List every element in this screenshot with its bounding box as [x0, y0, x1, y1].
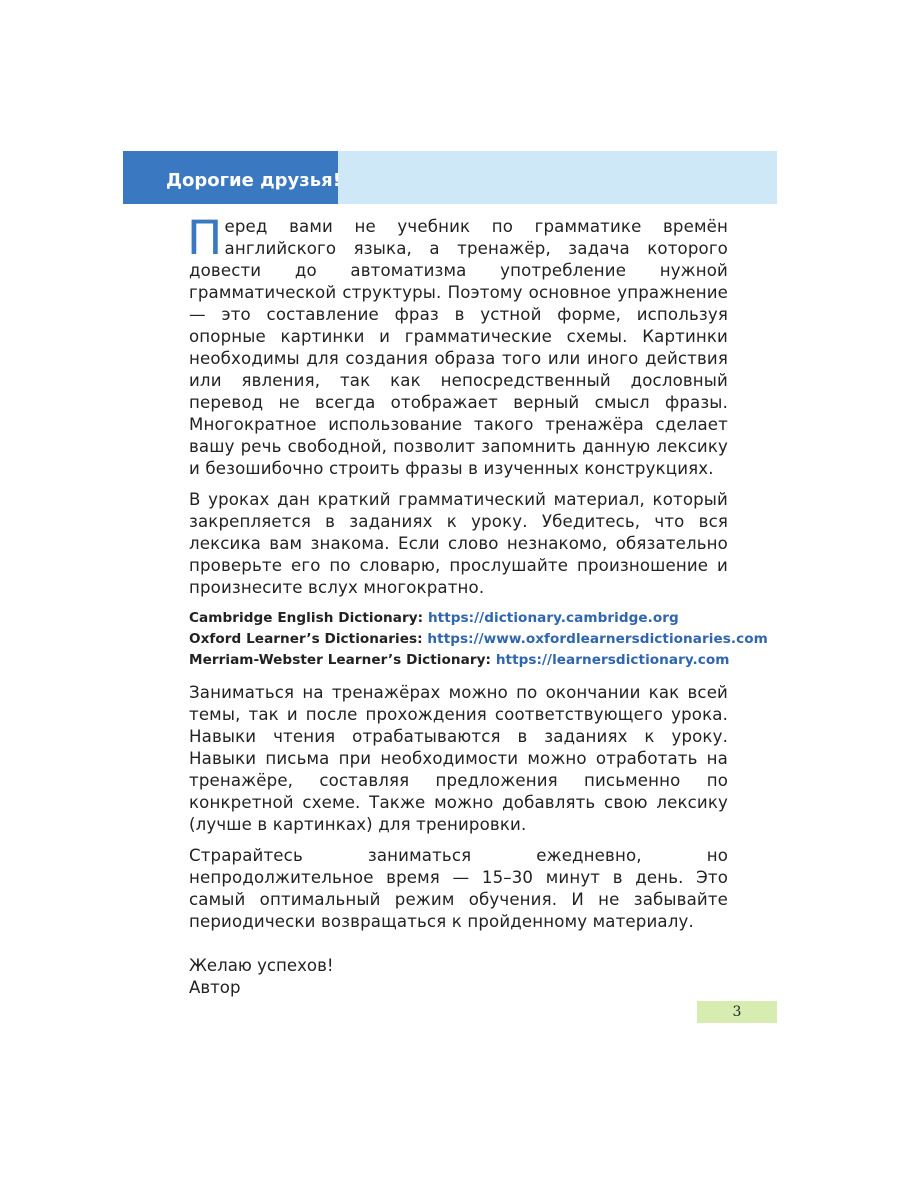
dictionary-row-oxford [189, 629, 768, 650]
page-number: 3 [697, 1001, 777, 1023]
drop-cap: П [187, 211, 223, 266]
header-band [123, 151, 777, 204]
dictionary-link[interactable]: https://learnersdictionary.com [495, 652, 730, 668]
paragraph-schedule: Страрайтесь заниматься ежедневно, но непродолжительное время — 15–30 минут в день. Это самый оптимальный режим обучения. И не забывайте периодически возвращаться к пройденному материалу. [189, 846, 728, 931]
author-signature: Автор [189, 978, 241, 997]
main-content [187, 211, 768, 999]
dictionary-name: Oxford Learner’s Dictionaries: [189, 631, 423, 647]
dictionary-link[interactable]: https://dictionary.cambridge.org [427, 610, 679, 626]
header-tab [123, 151, 341, 204]
dictionary-link[interactable]: https://www.oxfordlearnersdictionaries.com [427, 631, 768, 647]
dictionary-row-merriam-webster [189, 650, 728, 671]
dictionary-name: Merriam-Webster Learner’s Dictionary: [189, 652, 492, 668]
paragraph-vocabulary: В уроках дан краткий грамматический материал, который закрепляется в заданиях к уроку. Убедитесь, что вся лексика вам знакома. Если слово незнакомо, обязательно проверьте его по словарю, прослушайте произношение и произнесите вслух многократно. [189, 490, 728, 597]
intro-paragraph [187, 211, 728, 480]
paragraph-training: Заниматься на тренажёрах можно по окончании как всей темы, так и после прохождения соответствующего урока. Навыки чтения отрабатываются в заданиях к уроку. Навыки письма при необходимости можно отработать на тренажёре, составляя предложения письменно по конкретной схеме. Также можно добавлять свою лексику (лучше в картинках) для тренировки. [189, 683, 728, 834]
closing-wish: Желаю успехов! [189, 956, 334, 975]
closing-block [189, 955, 728, 999]
dictionary-links [189, 608, 768, 671]
dictionary-name: Cambridge English Dictionary: [189, 610, 424, 626]
intro-text: еред вами не учебник по грамматике времён английского языка, а тренажёр, задача которого довести до автоматизма употребление нужной грамматической структуры. Поэтому основное упражнение — это составление фраз в устной форме, используя опорные картинки и грамматические схемы. Картинки необходимы для создания образа того или иного действия или явления, так как непосредственный дословный перевод не всегда отображает верный смысл фразы. Многократное использование такого тренажёра сделает вашу речь свободной, позволит запомнить данную лексику и безошибочно строить фразы в изученных конструкциях. [189, 217, 728, 478]
dictionary-row-cambridge [189, 608, 728, 629]
page-title: Дорогие друзья! [166, 170, 341, 191]
